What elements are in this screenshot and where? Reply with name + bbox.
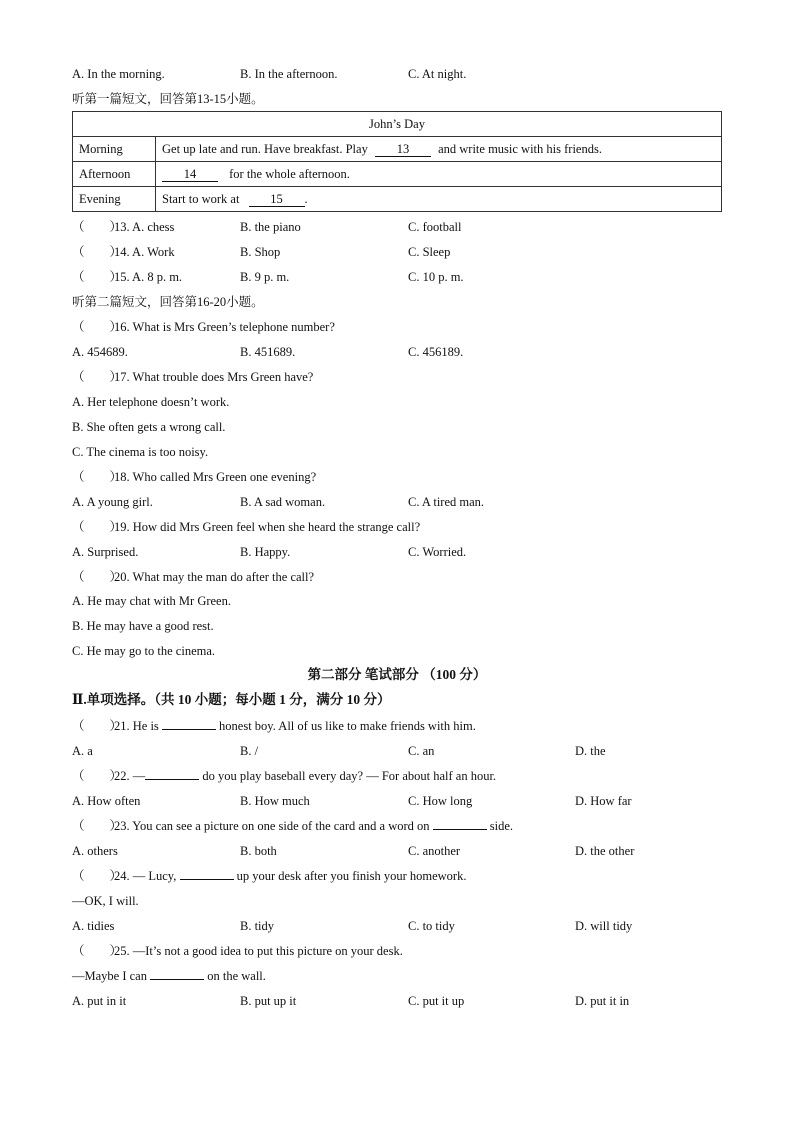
option-d: D. How far xyxy=(575,794,632,808)
answer-paren: （ ） xyxy=(72,520,123,534)
option-a: A. 454689. xyxy=(72,345,128,359)
option-a: A. others xyxy=(72,844,118,858)
row-label: Afternoon xyxy=(73,162,156,187)
option-c: C. football xyxy=(408,220,462,234)
option-c: C. to tidy xyxy=(408,919,455,933)
answer-paren: （ ） xyxy=(72,819,123,833)
passage2-intro: 听第二篇短文，回答第16-20小题。 xyxy=(72,295,264,309)
answer-paren: （ ） xyxy=(72,270,123,284)
question-text-pre: 23. You can see a picture on one side of the card and a word on xyxy=(114,819,430,833)
row-label: Morning xyxy=(73,137,156,162)
option-b: B. 451689. xyxy=(240,345,296,359)
question-text-pre: 22. — xyxy=(114,769,146,783)
question-21-options xyxy=(72,743,722,759)
question-20 xyxy=(72,569,314,585)
question-text: 20. What may the man do after the call? xyxy=(114,570,315,584)
passage1-intro: 听第一篇短文，回答第13-15小题。 xyxy=(72,92,264,106)
answer-blank xyxy=(145,779,199,780)
option-c: C. another xyxy=(408,844,461,858)
option-a: A. a xyxy=(72,744,93,758)
row-text-post: . xyxy=(304,191,308,206)
question-24-reply: —OK, I will. xyxy=(72,894,139,908)
table-row xyxy=(73,162,722,187)
option-c: C. A tired man. xyxy=(408,495,485,509)
question-22-options xyxy=(72,793,722,809)
question-text-post: up your desk after you finish your homework. xyxy=(236,869,467,883)
top-options xyxy=(72,66,722,82)
option-b: B. She often gets a wrong call. xyxy=(72,420,226,434)
question-text: 25. —It’s not a good idea to put this picture on your desk. xyxy=(114,944,403,958)
option-d: D. put it in xyxy=(575,994,630,1008)
question-text: 16. What is Mrs Green’s telephone number? xyxy=(114,320,335,334)
johns-day-table xyxy=(72,111,722,212)
table-row xyxy=(73,187,722,212)
answer-blank xyxy=(433,829,487,830)
question-18 xyxy=(72,469,316,485)
answer-paren: （ ） xyxy=(72,245,123,259)
question-24-options xyxy=(72,918,722,934)
option-c: C. an xyxy=(408,744,435,758)
option-a: A. put in it xyxy=(72,994,127,1008)
option-d: D. the xyxy=(575,744,606,758)
question-text: 18. Who called Mrs Green one evening? xyxy=(114,470,317,484)
question-13-a: 13. A. chess xyxy=(114,220,175,234)
question-text-pre: 24. — Lucy, xyxy=(114,869,177,883)
section2-heading: Ⅱ.单项选择。（共 10 小题；每小题 1 分，满分 10 分） xyxy=(72,692,391,707)
row-text-post: for the whole afternoon. xyxy=(229,166,350,181)
option-b: B. In the afternoon. xyxy=(240,67,338,81)
question-25-options xyxy=(72,993,722,1009)
question-23 xyxy=(72,818,513,834)
option-a: A. Her telephone doesn’t work. xyxy=(72,395,230,409)
question-text-post: honest boy. All of us like to make friends with him. xyxy=(219,719,476,733)
question-text-pre: 21. He is xyxy=(114,719,159,733)
question-17 xyxy=(72,369,313,385)
question-16-options xyxy=(72,344,722,360)
row-content xyxy=(156,162,722,187)
question-24 xyxy=(72,868,466,884)
option-c: C. Sleep xyxy=(408,245,451,259)
answer-paren: （ ） xyxy=(72,320,123,334)
option-a: A. He may chat with Mr Green. xyxy=(72,594,231,608)
table-row xyxy=(73,137,722,162)
question-14 xyxy=(72,244,722,260)
answer-paren: （ ） xyxy=(72,370,123,384)
blank-15: 15 xyxy=(249,192,305,207)
option-b: B. both xyxy=(240,844,277,858)
option-b: B. put up it xyxy=(240,994,297,1008)
row-text-pre: Start to work at xyxy=(162,191,240,206)
option-b: B. Shop xyxy=(240,245,281,259)
option-b: B. How much xyxy=(240,794,310,808)
question-text-post: side. xyxy=(489,819,514,833)
blank-14: 14 xyxy=(162,167,218,182)
answer-paren: （ ） xyxy=(72,719,123,733)
option-c: C. 456189. xyxy=(408,345,464,359)
question-18-options xyxy=(72,494,722,510)
option-c: C. The cinema is too noisy. xyxy=(72,445,209,459)
option-d: D. the other xyxy=(575,844,635,858)
option-c: C. 10 p. m. xyxy=(408,270,464,284)
option-c: C. He may go to the cinema. xyxy=(72,644,216,658)
option-a: A. How often xyxy=(72,794,141,808)
answer-paren: （ ） xyxy=(72,570,123,584)
option-a: A. A young girl. xyxy=(72,495,153,509)
answer-paren: （ ） xyxy=(72,470,123,484)
answer-blank xyxy=(180,879,234,880)
row-content xyxy=(156,187,722,212)
answer-blank xyxy=(150,979,204,980)
option-b: B. Happy. xyxy=(240,545,291,559)
question-19-options xyxy=(72,544,722,560)
option-b: B. the piano xyxy=(240,220,301,234)
option-c: C. Worried. xyxy=(408,545,467,559)
option-a: A. In the morning. xyxy=(72,67,165,81)
row-content xyxy=(156,137,722,162)
option-b: B. / xyxy=(240,744,259,758)
question-text: 19. How did Mrs Green feel when she heard the strange call? xyxy=(114,520,421,534)
row-label: Evening xyxy=(73,187,156,212)
question-21 xyxy=(72,718,476,734)
table-title: John’s Day xyxy=(73,112,722,137)
question-23-options xyxy=(72,843,722,859)
blank-13: 13 xyxy=(375,142,431,157)
answer-paren: （ ） xyxy=(72,944,123,958)
question-text-post: do you play baseball every day? — For about half an hour. xyxy=(202,769,497,783)
answer-blank xyxy=(162,729,216,730)
answer-paren: （ ） xyxy=(72,869,123,883)
question-22 xyxy=(72,768,496,784)
option-c: C. put it up xyxy=(408,994,465,1008)
answer-paren: （ ） xyxy=(72,769,123,783)
answer-paren: （ ） xyxy=(72,220,123,234)
option-a: A. Surprised. xyxy=(72,545,139,559)
option-d: D. will tidy xyxy=(575,919,633,933)
question-text: 17. What trouble does Mrs Green have? xyxy=(114,370,314,384)
option-b: B. A sad woman. xyxy=(240,495,326,509)
option-c: C. At night. xyxy=(408,67,467,81)
question-14-a: 14. A. Work xyxy=(114,245,175,259)
reply-text-post: on the wall. xyxy=(207,969,266,983)
question-25-reply xyxy=(72,968,266,984)
question-19 xyxy=(72,519,420,535)
question-15 xyxy=(72,269,722,285)
row-text-post: and write music with his friends. xyxy=(438,141,602,156)
question-25 xyxy=(72,943,403,959)
option-b: B. He may have a good rest. xyxy=(72,619,214,633)
option-b: B. 9 p. m. xyxy=(240,270,290,284)
option-c: C. How long xyxy=(408,794,473,808)
part2-title: 第二部分 笔试部分 （100 分） xyxy=(307,667,487,682)
question-16 xyxy=(72,319,335,335)
option-a: A. tidies xyxy=(72,919,115,933)
row-text-pre: Get up late and run. Have breakfast. Play xyxy=(162,141,368,156)
reply-text-pre: —Maybe I can xyxy=(72,969,147,983)
question-13 xyxy=(72,219,722,235)
option-b: B. tidy xyxy=(240,919,275,933)
question-15-a: 15. A. 8 p. m. xyxy=(114,270,183,284)
